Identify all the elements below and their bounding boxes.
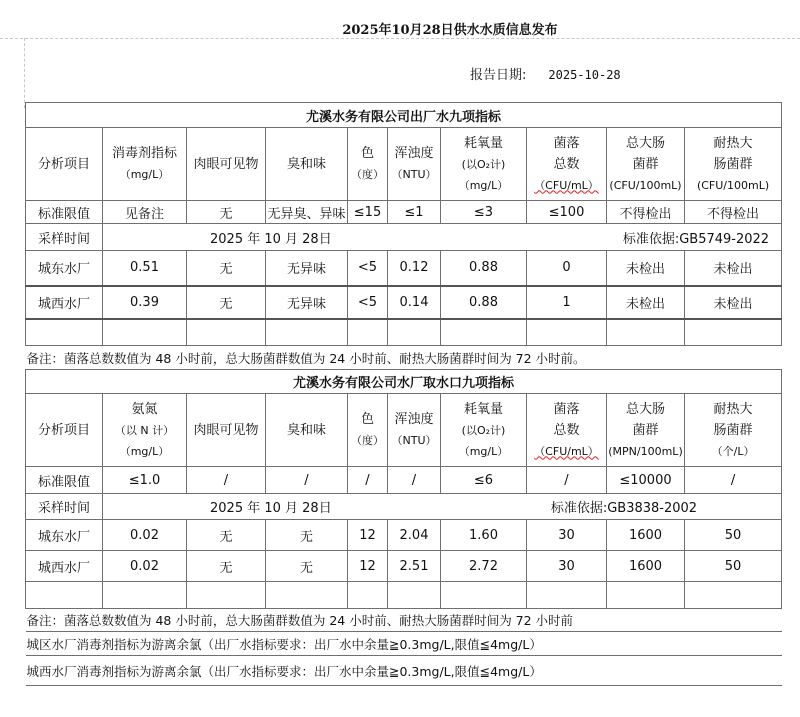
empty-cell — [388, 319, 441, 346]
table-cell: 12 — [348, 520, 388, 551]
table-cell: 无 — [187, 251, 266, 286]
table-cell: 0.12 — [388, 251, 441, 286]
table-cell: 12 — [348, 551, 388, 582]
column-header — [26, 128, 103, 201]
intake-sampling-row — [26, 494, 782, 520]
column-header-line: 菌群 — [632, 156, 659, 172]
table-cell: 0.39 — [103, 286, 187, 319]
table-cell: 未检出 — [685, 286, 782, 319]
empty-cell — [527, 582, 607, 609]
column-header-line: 分析项目 — [37, 422, 90, 438]
empty-cell — [266, 582, 348, 609]
table-cell: 0.51 — [103, 251, 187, 286]
column-header-line: 肠菌群 — [713, 422, 753, 438]
standard-basis: 标准依据:GB5749-2022 — [622, 231, 770, 247]
sampling-label: 采样时间 — [26, 494, 103, 520]
factory-note: 备注：菌落总数数值为 48 小时前，总大肠菌群数值为 24 小时前、耐热大肠菌群时间为 72 小时前。 — [26, 346, 782, 370]
table-cell: 无 — [187, 520, 266, 551]
table-cell: 见备注 — [103, 201, 187, 224]
table-row — [26, 251, 782, 286]
table-cell: / — [348, 467, 388, 494]
footnote-row — [26, 656, 782, 686]
column-header-line: （度） — [351, 434, 384, 447]
column-header — [685, 128, 782, 201]
table-cell: 0.88 — [441, 286, 527, 319]
column-header-line: (以O₂计) — [461, 423, 506, 437]
intake-title-row — [26, 370, 782, 394]
empty-cell — [607, 319, 685, 346]
intake-header-row — [26, 394, 782, 467]
column-header — [187, 128, 266, 201]
table-cell: <5 — [348, 251, 388, 286]
table-cell: 1 — [527, 286, 607, 319]
intake-note: 备注：菌落总数数值为 48 小时前，总大肠菌群数值为 24 小时前、耐热大肠菌群时间为 72 小时前 — [26, 609, 782, 632]
empty-cell — [685, 582, 782, 609]
column-header-line: （CFU/mL） — [534, 444, 599, 458]
table-cell: 无异味 — [266, 286, 348, 319]
empty-row — [26, 319, 782, 346]
table-cell: 2.72 — [441, 551, 527, 582]
table-cell: 50 — [685, 520, 782, 551]
factory-header-row — [26, 128, 782, 201]
table-cell: <5 — [348, 286, 388, 319]
table-cell: 未检出 — [607, 286, 685, 319]
column-header-line: 总数 — [553, 422, 580, 438]
column-header-line: 菌群 — [632, 422, 659, 438]
table-cell: ≤6 — [441, 467, 527, 494]
table-cell: 1600 — [607, 520, 685, 551]
empty-cell — [388, 582, 441, 609]
table-cell: 2.51 — [388, 551, 441, 582]
column-header — [103, 128, 187, 201]
column-header-line: （mg/L） — [119, 444, 170, 458]
column-header-line: （度） — [351, 168, 384, 181]
intake-table-title: 尤溪水务有限公司水厂取水口九项指标 — [26, 370, 782, 394]
column-header-line: (MPN/100mL) — [608, 444, 683, 458]
table-cell: 无 — [187, 286, 266, 319]
factory-sampling-row — [26, 224, 782, 251]
column-header-line: （mg/L） — [458, 444, 509, 458]
page-margin-guide-left — [24, 38, 25, 108]
table-cell: ≤10000 — [607, 467, 685, 494]
table-cell: 不得检出 — [685, 201, 782, 224]
column-header-line: 氨氮 — [131, 401, 158, 417]
footnote-2: 城西水厂消毒剂指标为游离余氯（出厂水指标要求：出厂水中余量≧0.3mg/L,限值≦4mg/L） — [26, 656, 782, 686]
column-header — [441, 128, 527, 201]
column-header — [607, 394, 685, 467]
factory-limits-row — [26, 201, 782, 224]
page-margin-guide — [0, 38, 800, 39]
column-header — [388, 128, 441, 201]
footnote-row — [26, 632, 782, 656]
table-cell: / — [527, 467, 607, 494]
empty-cell — [103, 582, 187, 609]
column-header — [348, 128, 388, 201]
empty-cell — [348, 319, 388, 346]
standard-basis: 标准依据:GB3838-2002 — [550, 501, 698, 516]
column-header-line: (以O₂计) — [461, 157, 506, 171]
table-cell: / — [685, 467, 782, 494]
empty-cell — [187, 582, 266, 609]
column-header-line: 色 — [360, 412, 374, 427]
report-date-value: 2025-10-28 — [548, 68, 621, 82]
column-header-line: （CFU/mL） — [534, 178, 599, 192]
table-cell: 不得检出 — [607, 201, 685, 224]
table-cell: 0.02 — [103, 520, 187, 551]
table-cell: 1600 — [607, 551, 685, 582]
sampling-date: 2025 年 10 月 28日 — [210, 501, 332, 516]
table-cell: ≤15 — [348, 201, 388, 224]
table-cell: 1.60 — [441, 520, 527, 551]
column-header — [607, 128, 685, 201]
empty-cell — [266, 319, 348, 346]
column-header — [266, 128, 348, 201]
column-header-line: 臭和味 — [286, 422, 326, 438]
column-header-line: 菌落 — [553, 135, 580, 151]
row-label: 城西水厂 — [26, 286, 103, 319]
table-cell: ≤1 — [388, 201, 441, 224]
column-header — [527, 394, 607, 467]
table-cell: 未检出 — [685, 251, 782, 286]
table-cell: 50 — [685, 551, 782, 582]
table-cell: 无 — [187, 201, 266, 224]
column-header-line: （mg/L） — [119, 168, 170, 181]
empty-cell — [685, 319, 782, 346]
column-header — [26, 394, 103, 467]
table-cell: / — [388, 467, 441, 494]
intake-note-row — [26, 609, 782, 632]
column-header-line: (CFU/100mL) — [696, 178, 770, 192]
column-header-line: （NTU） — [391, 168, 437, 181]
sampling-date: 2025 年 10 月 28日 — [210, 231, 332, 247]
table-cell: 无异味 — [266, 251, 348, 286]
row-label: 标准限值 — [26, 201, 103, 224]
empty-cell — [187, 319, 266, 346]
column-header-line: 耐热大 — [713, 135, 753, 151]
footnote-1: 城区水厂消毒剂指标为游离余氯（出厂水指标要求：出厂水中余量≧0.3mg/L,限值≦4mg/L） — [26, 632, 782, 656]
row-label: 标准限值 — [26, 467, 103, 494]
table-cell: / — [187, 467, 266, 494]
empty-cell — [26, 319, 103, 346]
column-header-line: 肉眼可见物 — [193, 156, 259, 172]
row-label: 城东水厂 — [26, 251, 103, 286]
empty-cell — [607, 582, 685, 609]
column-header — [103, 394, 187, 467]
table-cell: 0.88 — [441, 251, 527, 286]
column-header — [527, 128, 607, 201]
report-date — [470, 64, 621, 83]
column-header-line: （NTU） — [391, 434, 437, 447]
document-title: 2025年10月28日供水水质信息发布 — [342, 23, 558, 38]
factory-table-title: 尤溪水务有限公司出厂水九项指标 — [26, 103, 782, 128]
table-cell: 未检出 — [607, 251, 685, 286]
table-cell: 无异臭、异味 — [266, 201, 348, 224]
column-header-line: 耐热大 — [713, 401, 753, 417]
column-header-line: 臭和味 — [286, 156, 326, 172]
empty-cell — [441, 319, 527, 346]
column-header-line: 浑浊度 — [394, 412, 434, 427]
column-header-line: 肉眼可见物 — [193, 422, 259, 438]
water-quality-table — [25, 102, 782, 686]
column-header-line: 浑浊度 — [394, 146, 434, 161]
row-label: 城东水厂 — [26, 520, 103, 551]
table-cell: 0.02 — [103, 551, 187, 582]
table-row — [26, 551, 782, 582]
empty-row — [26, 582, 782, 609]
column-header-line: （以 N 计） — [114, 423, 175, 437]
column-header-line: 总数 — [553, 156, 580, 172]
table-cell: ≤3 — [441, 201, 527, 224]
table-row — [26, 286, 782, 319]
table-cell: / — [266, 467, 348, 494]
column-header — [441, 394, 527, 467]
intake-limits-row — [26, 467, 782, 494]
column-header-line: 消毒剂指标 — [111, 146, 177, 161]
table-cell: 无 — [187, 551, 266, 582]
table-cell: ≤100 — [527, 201, 607, 224]
column-header-line: (CFU/100mL) — [609, 178, 682, 192]
table-cell: 0.14 — [388, 286, 441, 319]
column-header — [187, 394, 266, 467]
column-header-line: （mg/L） — [458, 178, 509, 192]
column-header-line: 总大肠 — [625, 401, 665, 417]
table-row — [26, 520, 782, 551]
table-cell: 无 — [266, 551, 348, 582]
sampling-label: 采样时间 — [26, 224, 103, 251]
table-cell: 30 — [527, 520, 607, 551]
column-header-line: 耗氧量 — [463, 401, 503, 417]
column-header — [388, 394, 441, 467]
table-cell: 2.04 — [388, 520, 441, 551]
empty-cell — [103, 319, 187, 346]
column-header-line: 分析项目 — [37, 156, 90, 172]
empty-cell — [527, 319, 607, 346]
column-header-line: 肠菌群 — [713, 156, 753, 172]
table-cell: ≤1.0 — [103, 467, 187, 494]
table-cell: 无 — [266, 520, 348, 551]
row-label: 城西水厂 — [26, 551, 103, 582]
table-cell: 0 — [527, 251, 607, 286]
column-header-line: 总大肠 — [625, 135, 665, 151]
column-header — [685, 394, 782, 467]
empty-cell — [441, 582, 527, 609]
column-header-line: 耗氧量 — [463, 135, 503, 151]
column-header-line: （个/L） — [711, 444, 755, 458]
empty-cell — [348, 582, 388, 609]
report-date-label: 报告日期: — [470, 68, 527, 83]
column-header-line: 菌落 — [553, 401, 580, 417]
empty-cell — [26, 582, 103, 609]
column-header-line: 色 — [360, 146, 374, 161]
factory-title-row — [26, 103, 782, 128]
table-cell: 30 — [527, 551, 607, 582]
column-header — [348, 394, 388, 467]
factory-note-row — [26, 346, 782, 370]
column-header — [266, 394, 348, 467]
